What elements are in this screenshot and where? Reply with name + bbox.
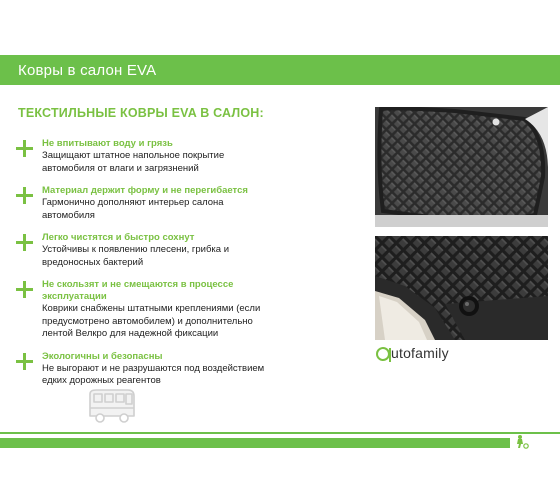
feature-text: Устойчивы к появлению плесени, грибка и — [42, 244, 230, 255]
logo-text: utofamily — [391, 345, 449, 361]
feature-text: лентой Велкро для надежной фиксации — [42, 328, 219, 339]
header-banner — [0, 55, 560, 85]
feature-text: вредоносных бактерий — [42, 256, 144, 268]
feature-heading: Не скользят и не смещаются в процессе — [42, 279, 234, 290]
feature-item — [16, 185, 366, 222]
feature-text: Защищают штатное напольное покрытие — [42, 150, 225, 161]
plus-icon — [16, 140, 33, 157]
mat-fastener-photo — [375, 236, 548, 340]
feature-list — [16, 138, 366, 398]
plus-icon — [16, 281, 33, 298]
feature-text: Не выгорают и не разрушаются под воздействием — [42, 362, 265, 374]
logo-mark-icon — [376, 347, 390, 361]
bus-icon — [86, 388, 138, 431]
plus-icon — [16, 234, 33, 251]
feature-heading: Легко чистятся и быстро сохнут — [42, 232, 195, 243]
footer-bar — [0, 432, 560, 434]
child-icon — [511, 432, 533, 455]
feature-heading: Не впитывают воду и грязь — [42, 138, 173, 149]
feature-heading: Экологичны и безопасны — [42, 350, 163, 362]
section-title: ТЕКСТИЛЬНЫЕ КОВРЫ EVA В САЛОН: — [18, 106, 264, 120]
plus-icon — [16, 353, 33, 370]
feature-text: автомобиля от влаги и загрязнений — [42, 162, 199, 174]
autofamily-logo — [376, 345, 449, 361]
feature-text: Гармонично дополняют интерьер салона — [42, 197, 224, 208]
footer-bar-lower — [0, 438, 510, 448]
feature-item — [16, 232, 366, 269]
feature-text: Коврики снабжены штатными креплениями (если — [42, 303, 261, 314]
feature-item — [16, 351, 366, 388]
feature-item — [16, 279, 366, 341]
feature-heading: эксплуатации — [42, 291, 107, 302]
feature-text: автомобиля — [42, 209, 95, 221]
plus-icon — [16, 187, 33, 204]
feature-text: едких дорожных реагентов — [42, 375, 161, 386]
feature-item — [16, 138, 366, 175]
mat-texture-photo — [375, 107, 548, 227]
footer-divider — [0, 435, 560, 436]
feature-heading: Материал держит форму и не перегибается — [42, 185, 248, 196]
feature-text: предусмотрено автомобилем) и дополнительно — [42, 315, 253, 327]
banner-title: Ковры в салон EVA — [18, 61, 157, 79]
